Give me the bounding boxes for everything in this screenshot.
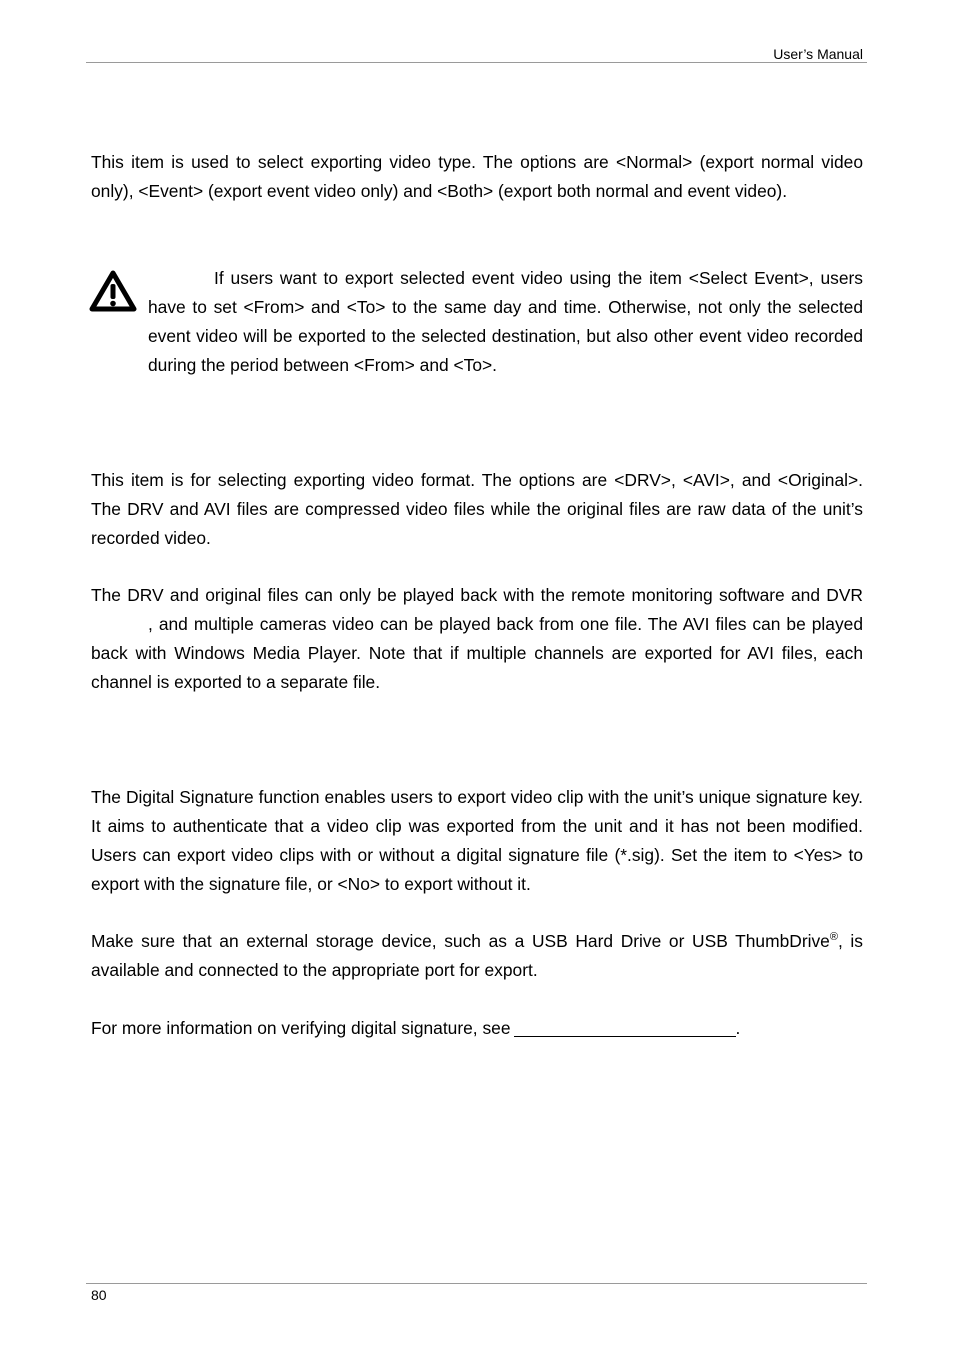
digital-signature-paragraph-1: The Digital Signature function enables users to export video clip with the unit’s unique signature key. It aims to authenticate that a video clip was exported from the unit and it has not been modified. Users can export video clips with or without a digital signature file (*.sig). Set the item to <Yes> to export with the signature file, or <No> to export without it. (91, 787, 863, 894)
caution-icon (89, 269, 137, 313)
video-type-paragraph: This item is used to select exporting video type. The options are <Normal> (export normal video only), <Event> (export event video only) and <Both> (export both normal and event video). (91, 152, 863, 201)
registered-mark: ® (829, 931, 838, 943)
digital-signature-paragraph-3 (91, 1014, 863, 1043)
page-number: 80 (91, 1287, 107, 1303)
digital-signature-paragraph-2 (91, 927, 863, 985)
header-divider (86, 62, 867, 63)
running-header: User’s Manual (773, 46, 863, 62)
digital-signature-paragraph-2-start: Make sure that an external storage device, such as a USB Hard Drive or USB ThumbDrive (91, 931, 830, 951)
note-body: If users want to export selected event video using the item <Select Event>, users have to set <From> and <To> to the same day and time. Otherwise, not only the selected event video will be exported to the selected destination, but also other event video recorded during the period between <From> and <To>. (148, 268, 863, 375)
digital-signature-paragraph-2-end: , is available and connected to the appropriate port for export. (91, 931, 863, 980)
digital-signature-paragraph-3-start: For more information on verifying digital signature, see (91, 1018, 511, 1038)
video-format-paragraph-2-end: , and multiple cameras video can be played back from one file. The AVI files can be played back with Windows Media Player. Note that if multiple channels are exported for AVI files, each channel is exported to a separate file. (91, 614, 863, 692)
video-format-paragraph-2 (91, 581, 863, 697)
footer-divider (86, 1283, 867, 1284)
cross-reference-link[interactable] (514, 1020, 736, 1037)
video-format-paragraph-2-start: The DRV and original files can only be played back with the remote monitoring software and DVR (91, 585, 863, 605)
video-format-paragraph-1: This item is for selecting exporting video format. The options are <DRV>, <AVI>, and <Original>. The DRV and AVI files are compressed video files while the original files are raw data of the unit’s recorded video. (91, 470, 863, 548)
digital-signature-paragraph-3-end: . (735, 1018, 741, 1038)
note-text (148, 264, 863, 380)
